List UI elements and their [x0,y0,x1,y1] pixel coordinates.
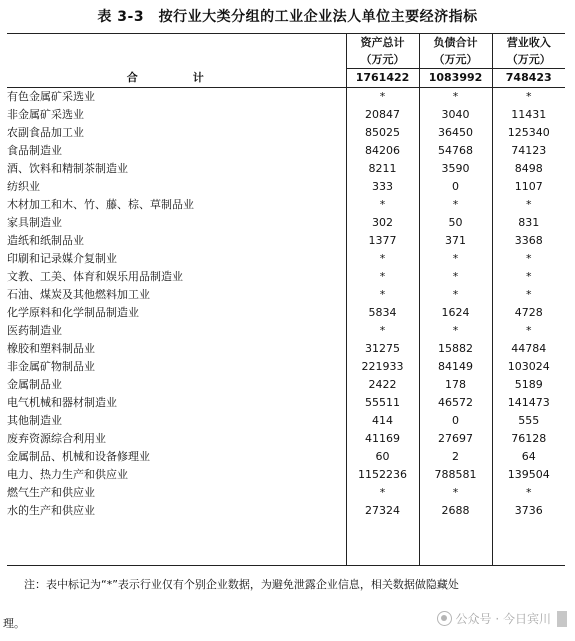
table-row [7,196,565,214]
revenue-value: 3736 [492,502,565,520]
revenue-header: 营业收入 [492,34,565,52]
assets-value: * [346,268,419,286]
table-row [7,412,565,430]
table-row [7,88,565,107]
liabilities-value: * [419,322,492,340]
table-row [7,214,565,232]
revenue-value: 4728 [492,304,565,322]
table-row [7,502,565,520]
liabilities-value: * [419,268,492,286]
liabilities-value: * [419,88,492,107]
industry-name: 造纸和纸制品业 [7,232,346,250]
assets-value: 60 [346,448,419,466]
liabilities-value: 84149 [419,358,492,376]
revenue-value: 831 [492,214,565,232]
industry-name: 其他制造业 [7,412,346,430]
industry-name: 家具制造业 [7,214,346,232]
table-row [7,178,565,196]
industry-name: 燃气生产和供应业 [7,484,346,502]
wechat-icon [437,611,452,626]
revenue-value: 125340 [492,124,565,142]
table-row [7,376,565,394]
revenue-value: 103024 [492,358,565,376]
assets-value: * [346,250,419,268]
liabilities-value: 0 [419,412,492,430]
assets-value: 84206 [346,142,419,160]
liabilities-header: 负债合计 [419,34,492,52]
assets-value: * [346,484,419,502]
liabilities-value: 2688 [419,502,492,520]
watermark-text: 公众号 · 今日宾川 [455,612,551,626]
industry-header [7,34,346,69]
industry-name: 酒、饮料和精制茶制造业 [7,160,346,178]
assets-value: 85025 [346,124,419,142]
table-row [7,484,565,502]
revenue-value: * [492,88,565,107]
watermark [437,610,567,627]
total-assets: 1761422 [346,69,419,88]
industry-name: 非金属矿物制品业 [7,358,346,376]
assets-value: * [346,286,419,304]
liabilities-value: 3590 [419,160,492,178]
industry-name: 印刷和记录媒介复制业 [7,250,346,268]
revenue-value: * [492,484,565,502]
assets-value: 31275 [346,340,419,358]
liabilities-value: 1624 [419,304,492,322]
revenue-value: 555 [492,412,565,430]
revenue-value: * [492,250,565,268]
empty-row [7,520,565,566]
table-row [7,124,565,142]
revenue-value: 74123 [492,142,565,160]
industry-name: 石油、煤炭及其他燃料加工业 [7,286,346,304]
industry-name: 橡胶和塑料制品业 [7,340,346,358]
table-row [7,322,565,340]
table-row [7,430,565,448]
industry-name: 水的生产和供应业 [7,502,346,520]
revenue-value: 64 [492,448,565,466]
revenue-value: 141473 [492,394,565,412]
liabilities-value: 46572 [419,394,492,412]
revenue-value: * [492,286,565,304]
avatar [557,611,567,627]
total-row [7,69,565,88]
industry-name: 化学原料和化学制品制造业 [7,304,346,322]
table-row [7,394,565,412]
footnote: 注：表中标记为“*”表示行业仅有个别企业数据，为避免泄露企业信息，相关数据做隐藏处 [24,578,459,591]
revenue-value: 8498 [492,160,565,178]
liabilities-value: 178 [419,376,492,394]
assets-value: * [346,196,419,214]
table-row [7,268,565,286]
assets-header: 资产总计 [346,34,419,52]
revenue-value: 139504 [492,466,565,484]
revenue-value: * [492,268,565,286]
liabilities-value: * [419,484,492,502]
table-row [7,106,565,124]
liabilities-value: * [419,250,492,268]
revenue-value: 5189 [492,376,565,394]
liabilities-value: 2 [419,448,492,466]
industry-name: 文教、工美、体育和娱乐用品制造业 [7,268,346,286]
revenue-value: 76128 [492,430,565,448]
revenue-value: * [492,322,565,340]
assets-unit: （万元） [346,51,419,69]
liabilities-unit: （万元） [419,51,492,69]
table-row [7,304,565,322]
table-row [7,466,565,484]
industry-name: 木材加工和木、竹、藤、棕、草制品业 [7,196,346,214]
industry-name: 金属制品业 [7,376,346,394]
table-row [7,250,565,268]
liabilities-value: 15882 [419,340,492,358]
total-revenue: 748423 [492,69,565,88]
assets-value: 221933 [346,358,419,376]
liabilities-value: 27697 [419,430,492,448]
empty-cell [492,520,565,566]
empty-cell [7,520,346,566]
footnote-continued: 理。 [3,617,25,630]
assets-value: 8211 [346,160,419,178]
industry-name: 电力、热力生产和供应业 [7,466,346,484]
liabilities-value: 36450 [419,124,492,142]
revenue-value: 44784 [492,340,565,358]
liabilities-value: 3040 [419,106,492,124]
assets-value: 414 [346,412,419,430]
assets-value: 302 [346,214,419,232]
table-row [7,286,565,304]
liabilities-value: 788581 [419,466,492,484]
industry-name: 食品制造业 [7,142,346,160]
revenue-value: 11431 [492,106,565,124]
assets-value: 2422 [346,376,419,394]
industry-name: 有色金属矿采选业 [7,88,346,107]
industry-name: 医药制造业 [7,322,346,340]
revenue-unit: （万元） [492,51,565,69]
assets-value: 1152236 [346,466,419,484]
assets-value: 5834 [346,304,419,322]
assets-value: 55511 [346,394,419,412]
assets-value: 41169 [346,430,419,448]
liabilities-value: 0 [419,178,492,196]
liabilities-value: 371 [419,232,492,250]
industry-name: 农副食品加工业 [7,124,346,142]
liabilities-value: 54768 [419,142,492,160]
revenue-value: 3368 [492,232,565,250]
assets-value: 333 [346,178,419,196]
header-row-1 [7,34,565,52]
industry-name: 非金属矿采选业 [7,106,346,124]
table-row [7,358,565,376]
industry-name: 纺织业 [7,178,346,196]
economic-indicators-table [7,33,565,566]
industry-name: 电气机械和器材制造业 [7,394,346,412]
table-row [7,142,565,160]
revenue-value: 1107 [492,178,565,196]
assets-value: * [346,88,419,107]
revenue-value: * [492,196,565,214]
page-title: 表 3-3 按行业大类分组的工业企业法人单位主要经济指标 [97,9,478,25]
empty-cell [419,520,492,566]
liabilities-value: * [419,196,492,214]
total-label: 合 计 [7,69,346,88]
empty-cell [346,520,419,566]
table-row [7,160,565,178]
table-row [7,448,565,466]
industry-name: 废弃资源综合利用业 [7,430,346,448]
industry-name: 金属制品、机械和设备修理业 [7,448,346,466]
liabilities-value: 50 [419,214,492,232]
assets-value: 20847 [346,106,419,124]
assets-value: 1377 [346,232,419,250]
assets-value: 27324 [346,502,419,520]
table-row [7,340,565,358]
total-liabilities: 1083992 [419,69,492,88]
assets-value: * [346,322,419,340]
table-row [7,232,565,250]
liabilities-value: * [419,286,492,304]
